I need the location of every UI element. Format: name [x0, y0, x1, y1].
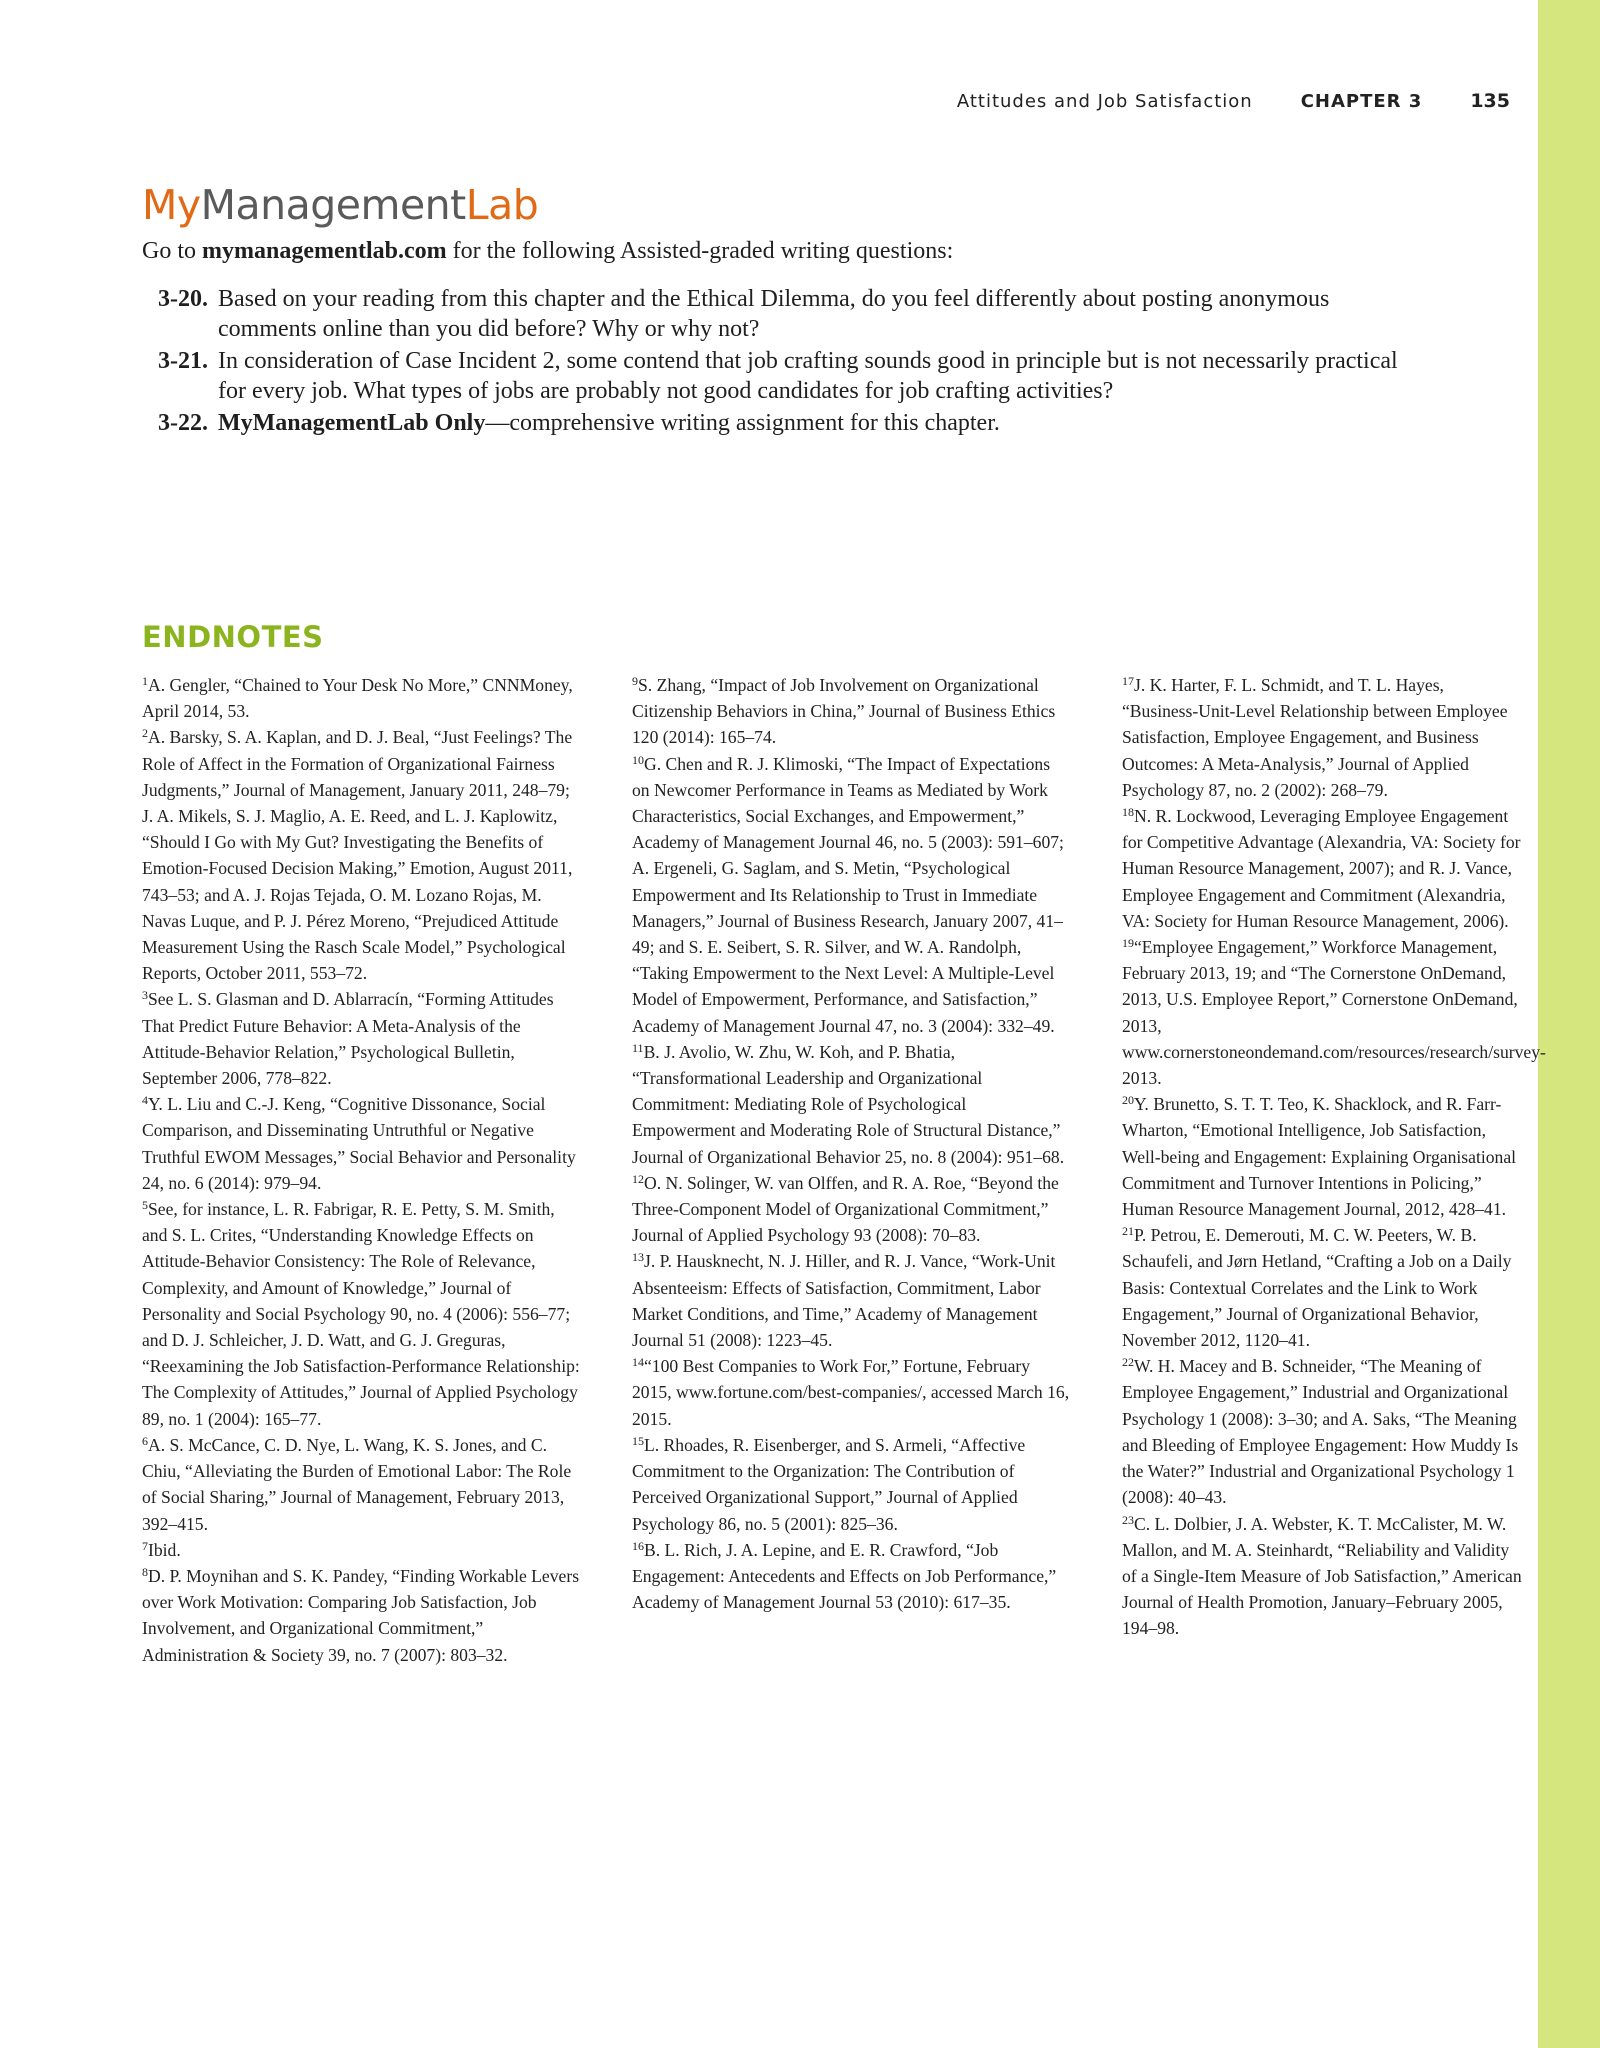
- endnote-number: 3: [142, 988, 148, 1003]
- endnotes-heading: ENDNOTES: [142, 620, 324, 654]
- endnote-text: C. L. Dolbier, J. A. Webster, K. T. McCalister, M. W. Mallon, and M. A. Steinhardt, “Reliability and Validity of a Single-Item Measure of Job Satisfaction,” American Journal of Health Promotion, January–February 2005, 194–98.: [1122, 1513, 1522, 1639]
- endnotes-column-2: [632, 672, 1072, 1615]
- question-text: Based on your reading from this chapter and the Ethical Dilemma, do you feel differently about posting anonymous comments online than you did before? Why or why not?: [218, 286, 1330, 342]
- endnote-text: G. Chen and R. J. Klimoski, “The Impact of Expectations on Newcomer Performance in Teams as Mediated by Work Characteristics, Social Exchanges, and Empowerment,” Academy of Management Journal 46, no. 5 (2003): 591–607; A. Ergeneli, G. Saglam, and S. Metin, “Psychological Empowerment and Its Relationship to Trust in Immediate Managers,” Journal of Business Research, January 2007, 41–49; and S. E. Seibert, S. R. Silver, and W. A. Randolph, “Taking Empowerment to the Next Level: A Multiple-Level Model of Empowerment, Performance, and Satisfaction,” Academy of Management Journal 47, no. 3 (2004): 332–49.: [632, 753, 1064, 1036]
- endnote-item: [1122, 1222, 1522, 1353]
- endnote-text: A. Barsky, S. A. Kaplan, and D. J. Beal, “Just Feelings? The Role of Affect in the Formation of Organizational Fairness Judgments,” Journal of Management, January 2011, 248–79; J. A. Mikels, S. J. Maglio, A. E. Reed, and L. J. Kaplowitz, “Should I Go with My Gut? Investigating the Benefits of Emotion-Focused Decision Making,” Emotion, August 2011, 743–53; and A. J. Rojas Tejada, O. M. Lozano Rojas, M. Navas Luque, and P. J. Pérez Moreno, “Prejudiced Attitude Measurement Using the Rasch Scale Model,” Psychological Reports, October 2011, 553–72.: [142, 727, 573, 984]
- endnote-number: 23: [1122, 1512, 1134, 1527]
- endnote-number: 17: [1122, 674, 1134, 688]
- endnote-item: [142, 1563, 582, 1668]
- endnote-number: 11: [632, 1040, 644, 1055]
- endnote-text: B. J. Avolio, W. Zhu, W. Koh, and P. Bhatia, “Transformational Leadership and Organizational Commitment: Mediating Role of Psychological Empowerment and Moderating Role of Structural Distance,” Journal of Organizational Behavior 25, no. 8 (2004): 951–68.: [632, 1041, 1065, 1167]
- running-head: [900, 90, 1510, 112]
- endnote-number: 12: [632, 1171, 644, 1186]
- section-title: Attitudes and Job Satisfaction: [956, 91, 1253, 112]
- endnote-number: 13: [632, 1250, 644, 1265]
- endnote-text: B. L. Rich, J. A. Lepine, and E. R. Crawford, “Job Engagement: Antecedents and Effects on Job Performance,” Academy of Management Journal 53 (2010): 617–35.: [632, 1539, 1057, 1613]
- endnote-text: L. Rhoades, R. Eisenberger, and S. Armeli, “Affective Commitment to the Organization: The Contribution of Perceived Organizational Support,” Journal of Applied Psychology 86, no. 5 (2001): 825–36.: [632, 1434, 1026, 1534]
- writing-questions: [158, 284, 1428, 440]
- endnote-text: Y. L. Liu and C.-J. Keng, “Cognitive Dissonance, Social Comparison, and Disseminating Untruthful or Negative Truthful EWOM Messages,” Social Behavior and Personality 24, no. 6 (2014): 979–94.: [142, 1094, 576, 1193]
- endnote-item: [142, 986, 582, 1091]
- endnote-item: [142, 1432, 582, 1537]
- endnote-number: 1: [142, 674, 148, 688]
- endnote-number: 19: [1122, 936, 1134, 951]
- endnote-number: 22: [1122, 1355, 1134, 1370]
- endnote-text: “Employee Engagement,” Workforce Management, February 2013, 19; and “The Cornerstone OnDemand, 2013, U.S. Employee Report,” Cornerstone OnDemand, 2013, www.cornerstoneondemand.com/resources/research/survey-2013.: [1122, 937, 1546, 1089]
- endnote-item: [1122, 672, 1522, 803]
- endnote-item: [632, 672, 1072, 751]
- endnote-number: 15: [632, 1433, 644, 1448]
- question-text: In consideration of Case Incident 2, some contend that job crafting sounds good in principle but is not necessarily practical for every job. What types of jobs are probably not good candidates for job crafting activities?: [218, 348, 1398, 404]
- endnote-number: 18: [1122, 805, 1134, 820]
- endnote-number: 8: [142, 1564, 148, 1579]
- endnote-text: A. Gengler, “Chained to Your Desk No More,” CNNMoney, April 2014, 53.: [142, 675, 573, 722]
- endnote-item: [632, 1537, 1072, 1616]
- endnote-item: [1122, 1091, 1522, 1222]
- endnote-text: N. R. Lockwood, Leveraging Employee Engagement for Competitive Advantage (Alexandria, VA: Society for Human Resource Management, 2007); and R. J. Vance, Employee Engagement and Commitment (Alexandria, VA: Society for Human Resource Management, 2006).: [1122, 806, 1521, 931]
- endnote-item: [142, 672, 582, 724]
- endnote-text: P. Petrou, E. Demerouti, M. C. W. Peeters, W. B. Schaufeli, and Jørn Hetland, “Crafting a Job on a Daily Basis: Contextual Correlates and the Link to Work Engagement,” Journal of Organizational Behavior, November 2012, 1120–41.: [1122, 1225, 1512, 1351]
- endnote-number: 2: [142, 726, 148, 741]
- endnotes-column-3: [1122, 672, 1546, 1642]
- question-item: [158, 284, 1428, 344]
- endnote-text: See L. S. Glasman and D. Ablarracín, “Forming Attitudes That Predict Future Behavior: A Meta-Analysis of the Attitude-Behavior Relation,” Psychological Bulletin, September 2006, 778–822.: [142, 989, 554, 1089]
- endnote-text: See, for instance, L. R. Fabrigar, R. E. Petty, S. M. Smith, and S. L. Crites, “Understanding Knowledge Effects on Attitude-Behavior Consistency: The Role of Relevance, Complexity, and Amount of Knowledge,” Journal of Personality and Social Psychology 90, no. 4 (2006): 556–77; and D. J. Schleicher, J. D. Watt, and G. J. Greguras, “Reexamining the Job Satisfaction-Performance Relationship: The Complexity of Attitudes,” Journal of Applied Psychology 89, no. 1 (2004): 165–77.: [142, 1199, 580, 1429]
- endnote-number: 4: [142, 1093, 148, 1108]
- side-color-band: [1538, 0, 1600, 2048]
- endnote-item: [1122, 1511, 1522, 1642]
- endnotes-column-1: [142, 672, 582, 1668]
- endnote-number: 7: [142, 1538, 148, 1553]
- endnote-number: 5: [142, 1198, 148, 1213]
- endnote-text: “100 Best Companies to Work For,” Fortune, February 2015, www.fortune.com/best-companies/, accessed March 16, 2015.: [632, 1356, 1070, 1429]
- chapter-label: CHAPTER 3: [1300, 91, 1423, 112]
- endnote-item: [1122, 1353, 1522, 1510]
- endnote-number: 20: [1122, 1093, 1134, 1108]
- endnote-item: [632, 1248, 1072, 1353]
- endnote-text: S. Zhang, “Impact of Job Involvement on Organizational Citizenship Behaviors in China,” Journal of Business Ethics 120 (2014): 165–74.: [632, 675, 1056, 748]
- endnote-item: [142, 724, 582, 986]
- endnote-item: [632, 751, 1072, 1039]
- endnote-text: W. H. Macey and B. Schneider, “The Meaning of Employee Engagement,” Industrial and Organizational Psychology 1 (2008): 3–30; and A. Saks, “The Meaning and Bleeding of Employee Engagement: How Muddy Is the Water?” Industrial and Organizational Psychology 1 (2008): 40–43.: [1122, 1356, 1519, 1508]
- endnote-number: 9: [632, 674, 638, 688]
- endnote-text: Y. Brunetto, S. T. T. Teo, K. Shacklock, and R. Farr-Wharton, “Emotional Intelligence, Job Satisfaction, Well-being and Engagement: Explaining Organisational Commitment and Turnover Intentions in Policing,” Human Resource Management Journal, 2012, 428–41.: [1122, 1094, 1517, 1220]
- endnote-item: [632, 1432, 1072, 1537]
- question-number: 3-21.: [158, 348, 208, 374]
- endnote-item: [632, 1170, 1072, 1249]
- endnote-number: 10: [632, 752, 644, 767]
- question-emphasis: MyManagementLab Only: [218, 410, 486, 436]
- endnote-item: [1122, 803, 1522, 934]
- endnote-text: A. S. McCance, C. D. Nye, L. Wang, K. S. Jones, and C. Chiu, “Alleviating the Burden of Emotional Labor: The Role of Social Sharing,” Journal of Management, February 2013, 392–415.: [142, 1434, 572, 1534]
- endnote-item: [632, 1353, 1072, 1432]
- intro-text: Go to mymanagementlab.com for the following Assisted-graded writing questions:: [142, 238, 954, 264]
- endnote-number: 14: [632, 1355, 644, 1370]
- endnote-item: [142, 1196, 582, 1432]
- endnote-number: 6: [142, 1433, 148, 1448]
- endnote-item: [632, 1039, 1072, 1170]
- question-text: —comprehensive writing assignment for this chapter.: [485, 410, 1000, 436]
- endnote-text: J. K. Harter, F. L. Schmidt, and T. L. Hayes, “Business-Unit-Level Relationship between Employee Satisfaction, Employee Engagement, and Business Outcomes: A Meta-Analysis,” Journal of Applied Psychology 87, no. 2 (2002): 268–79.: [1122, 675, 1508, 800]
- mymanagementlab-logo: MyManagementLab: [142, 181, 539, 229]
- endnote-number: 21: [1122, 1224, 1134, 1239]
- site-link[interactable]: mymanagementlab.com: [202, 238, 447, 264]
- question-item: [158, 346, 1428, 406]
- page-number: 135: [1470, 90, 1510, 112]
- endnote-item: [142, 1091, 582, 1196]
- endnote-item: [142, 1537, 582, 1563]
- endnote-item: [1122, 934, 1546, 1091]
- question-number: 3-20.: [158, 286, 208, 312]
- question-number: 3-22.: [158, 410, 208, 436]
- question-item: [158, 408, 1428, 438]
- endnote-number: 16: [632, 1538, 644, 1553]
- endnote-text: Ibid.: [148, 1539, 181, 1560]
- endnote-text: J. P. Hausknecht, N. J. Hiller, and R. J. Vance, “Work-Unit Absenteeism: Effects of Satisfaction, Commitment, Labor Market Conditions, and Time,” Academy of Management Journal 51 (2008): 1223–45.: [632, 1251, 1056, 1351]
- endnote-text: D. P. Moynihan and S. K. Pandey, “Finding Workable Levers over Work Motivation: Comparing Job Satisfaction, Job Involvement, and Organizational Commitment,” Administration & Society 39, no. 7 (2007): 803–32.: [142, 1565, 580, 1665]
- endnote-text: O. N. Solinger, W. van Olffen, and R. A. Roe, “Beyond the Three-Component Model of Organizational Commitment,” Journal of Applied Psychology 93 (2008): 70–83.: [632, 1172, 1059, 1246]
